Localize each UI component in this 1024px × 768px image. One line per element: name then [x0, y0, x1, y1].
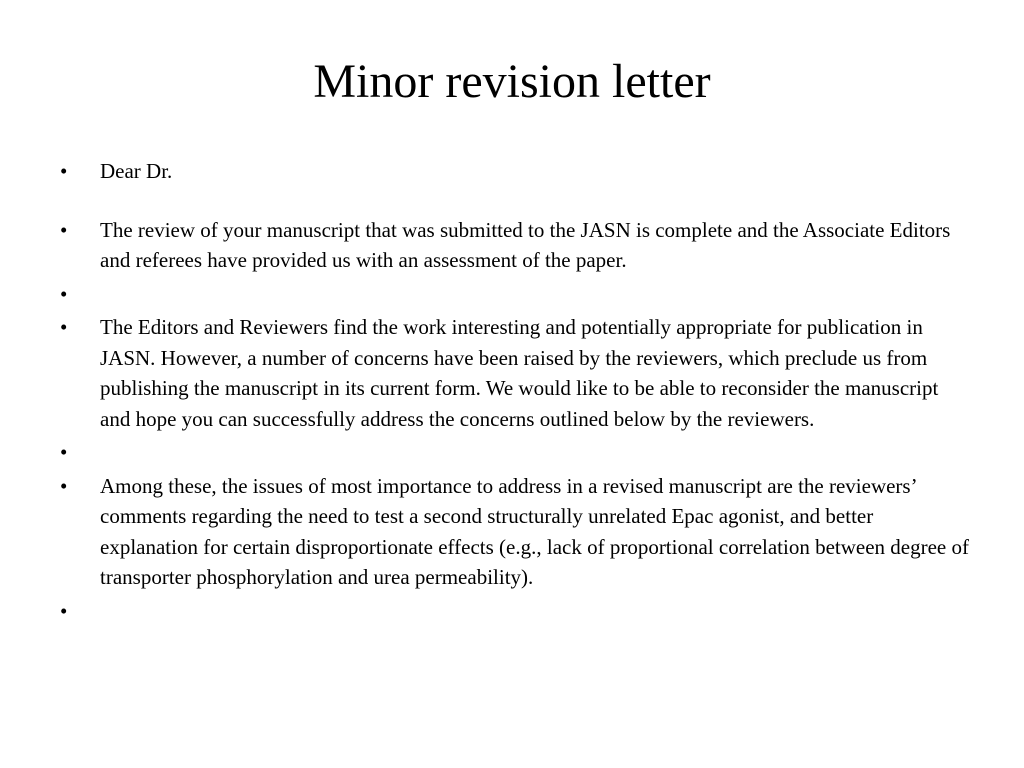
list-item [60, 156, 970, 187]
bullet-icon: • [60, 598, 68, 623]
bullet-text [100, 279, 970, 310]
bullet-text: The review of your manuscript that was submitted to the JASN is complete and the Associate Editors and referees have provided us with an assessment of the paper. [100, 217, 951, 272]
bullet-icon: • [60, 281, 68, 306]
bullet-icon: • [60, 217, 68, 242]
list-item [60, 279, 970, 310]
bullet-text: The Editors and Reviewers find the work interesting and potentially appropriate for publication in JASN. However, a number of concerns have been raised by the reviewers, which preclude us from publishing the manuscript in its current form. We would like to be able to reconsider the manuscript and hope you can successfully address the concerns outlined below by the reviewers. [100, 315, 939, 431]
list-item [60, 437, 970, 468]
slide-title: Minor revision letter [313, 55, 711, 108]
bullet-list [60, 156, 970, 626]
bullet-text: Dear Dr. [100, 159, 173, 183]
list-item [60, 471, 970, 593]
list-item [60, 215, 970, 276]
list-item [60, 312, 970, 434]
bullet-icon: • [60, 473, 68, 498]
bullet-text [100, 437, 970, 468]
bullet-icon: • [60, 315, 68, 339]
bullet-icon: • [60, 440, 68, 464]
list-item [60, 596, 970, 627]
bullet-text [100, 596, 970, 627]
bullet-icon: • [60, 159, 68, 183]
bullet-text: Among these, the issues of most importance to address in a revised manuscript are the reviewers’ comments regarding the need to test a second structurally unrelated Epac agonist, and better explanation for certain disproportionate effects (e.g., lack of proportional correlation between degree of transporter phosphorylation and urea permeability). [100, 473, 969, 589]
